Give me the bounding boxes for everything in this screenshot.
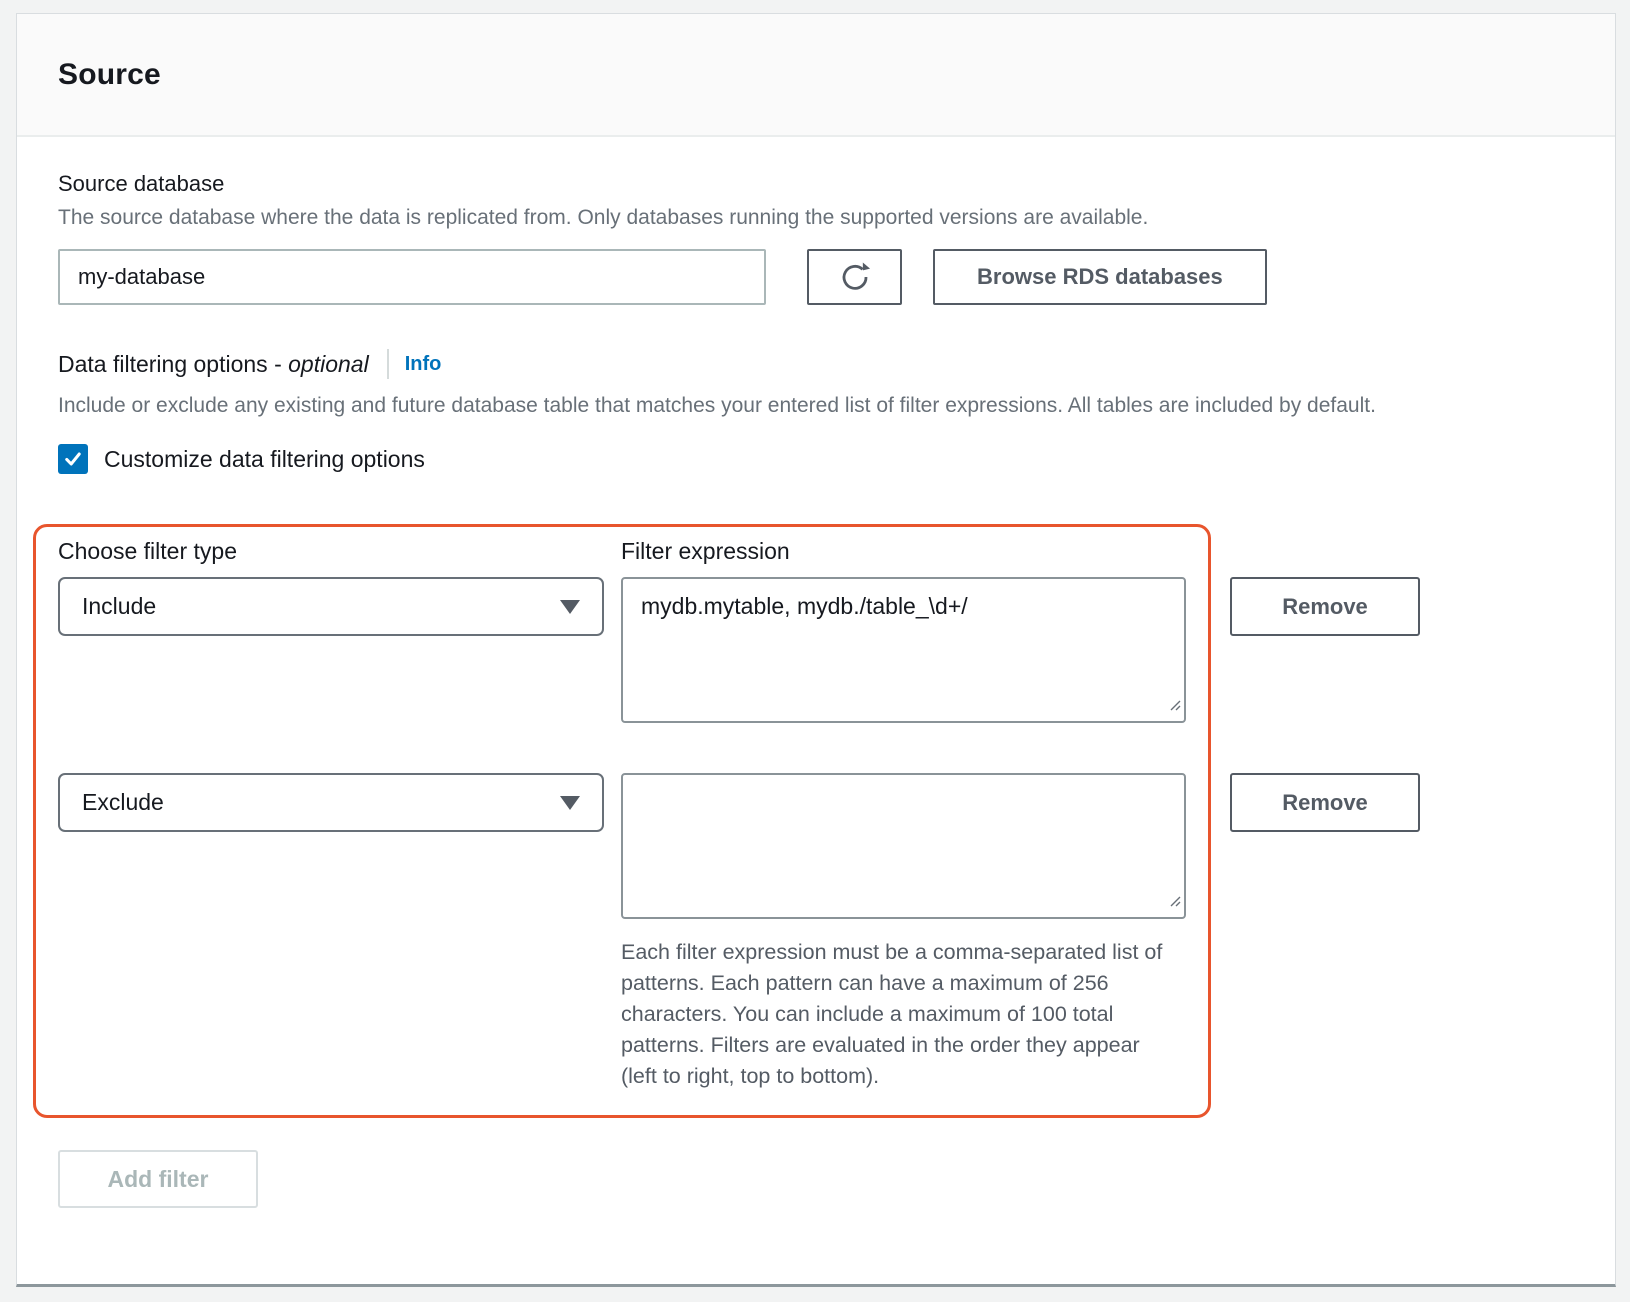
filter-expression-help-text: Each filter expression must be a comma-separated list of patterns. Each pattern can have a maximum of 256 characters. You can include a maximum of 100 total patterns. Filters are evaluated in the order they appear (left to right, top to bottom). bbox=[621, 940, 1163, 1088]
browse-rds-databases-button[interactable]: Browse RDS databases bbox=[933, 249, 1267, 305]
filter-type-select[interactable] bbox=[58, 577, 604, 636]
customize-filtering-checkbox-row[interactable] bbox=[58, 444, 1574, 474]
panel-body bbox=[17, 137, 1615, 1208]
data-filtering-optional-text: optional bbox=[288, 350, 369, 377]
data-filtering-heading bbox=[58, 351, 369, 378]
page-title: Source bbox=[58, 57, 161, 91]
data-filtering-description: Include or exclude any existing and future database table that matches your entered list of filter expressions. All tables are included by default. bbox=[58, 394, 1376, 417]
remove-filter-button[interactable]: Remove bbox=[1230, 577, 1420, 636]
remove-filter-button[interactable]: Remove bbox=[1230, 773, 1420, 832]
data-filtering-heading-row bbox=[58, 349, 1574, 379]
filter-row bbox=[58, 577, 1574, 723]
source-database-description: The source database where the data is replicated from. Only databases running the supported versions are available. bbox=[58, 206, 1149, 229]
filter-expression-wrap bbox=[621, 773, 1186, 919]
data-filtering-heading-text: Data filtering options - bbox=[58, 350, 289, 377]
chevron-down-icon bbox=[560, 600, 580, 614]
source-section-panel bbox=[16, 13, 1616, 1287]
filter-row bbox=[58, 773, 1574, 919]
filter-expression-textarea[interactable] bbox=[621, 773, 1186, 919]
source-database-input[interactable] bbox=[58, 249, 766, 305]
filter-type-selected-value: Exclude bbox=[82, 789, 164, 815]
add-filter-button[interactable]: Add filter bbox=[58, 1150, 258, 1208]
filter-expression-textarea[interactable] bbox=[621, 577, 1186, 723]
refresh-icon bbox=[837, 259, 873, 295]
source-database-label: Source database bbox=[58, 171, 225, 196]
info-link[interactable]: Info bbox=[404, 352, 442, 375]
filter-type-select[interactable] bbox=[58, 773, 604, 832]
filter-expression-column-label: Filter expression bbox=[621, 538, 790, 564]
filter-expression-wrap bbox=[621, 577, 1186, 723]
refresh-button[interactable] bbox=[807, 249, 902, 305]
heading-divider bbox=[387, 349, 389, 379]
resize-handle-icon[interactable] bbox=[1168, 894, 1181, 912]
resize-handle-icon[interactable] bbox=[1168, 698, 1181, 716]
chevron-down-icon bbox=[560, 796, 580, 810]
filter-type-column-label: Choose filter type bbox=[58, 538, 237, 564]
customize-filtering-checkbox-label: Customize data filtering options bbox=[104, 445, 425, 472]
source-database-row bbox=[58, 249, 1574, 305]
filter-type-selected-value: Include bbox=[82, 593, 157, 619]
filter-column-labels bbox=[58, 538, 1574, 565]
checkbox-checked-icon[interactable] bbox=[58, 444, 88, 474]
panel-header bbox=[17, 14, 1615, 137]
filter-area bbox=[58, 524, 1574, 1118]
